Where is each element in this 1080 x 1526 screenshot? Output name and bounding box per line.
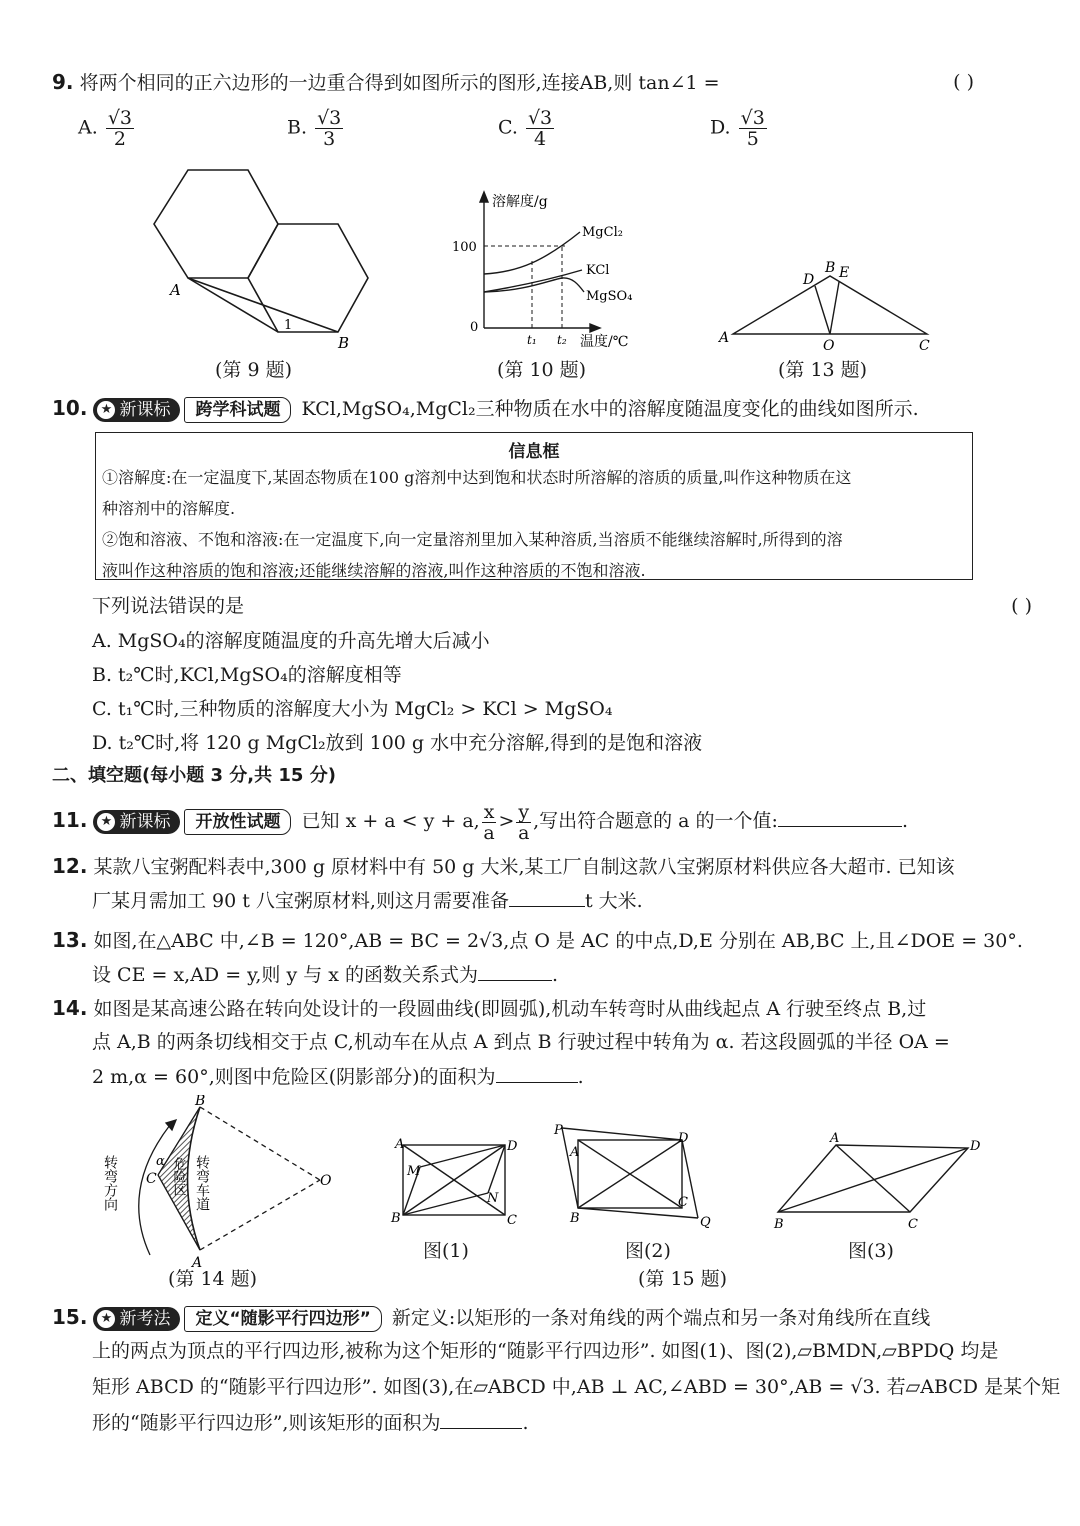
fig10-series-kcl: KCl <box>586 263 610 278</box>
fig10-tick-100: 100 <box>452 240 477 255</box>
fig10-series-mgso4: MgSO₄ <box>586 289 633 304</box>
fig14-label-c: C <box>146 1171 157 1187</box>
q9-option-d[interactable]: D. $\frac{√3}{5}$ <box>710 107 765 150</box>
q11-tag-open: 开放性试题 <box>184 809 291 835</box>
q15-line-1: 15. ★ 新考法 定义“随影平行四边形” 新定义:以矩形的一条对角线的两个端点和另一条对角线所在直线 <box>52 1303 930 1332</box>
q15-line-3: 矩形 ABCD 的“随影平行四边形”. 如图(3),在▱ABCD 中,AB ⊥ AC,∠ABD = 30°,AB = √3. 若▱ABCD 是某个矩 <box>92 1376 1061 1398</box>
svg-text:C: C <box>507 1213 517 1228</box>
q11-stem: 11. ★ 新课标 开放性试题 已知 x + a < y + a, $\frac{x}{a}$ > $\frac{y}{a}$ ,写出符合题意的 a 的一个值: . <box>52 800 908 844</box>
fig14-direction-text: 转弯方向 <box>102 1155 118 1211</box>
q9-number: 9. <box>52 70 74 94</box>
fig10-ylabel: 溶解度/g <box>492 194 548 210</box>
q9-option-a-frac: $\frac{√3}{2}$ <box>107 107 133 150</box>
fig15-caption: (第 15 题) <box>638 1268 728 1290</box>
svg-text:B: B <box>391 1211 401 1226</box>
q11-text-b: ,写出符合题意的 a 的一个值: <box>533 810 778 832</box>
fig10-solubility-chart <box>450 188 650 353</box>
svg-text:C: C <box>908 1217 918 1230</box>
q9-option-b[interactable]: B. $\frac{√3}{3}$ <box>287 107 342 150</box>
q10-question <box>92 592 1032 620</box>
q11-tag-new-curriculum: ★ 新课标 <box>93 810 180 834</box>
q10-info-box <box>95 432 973 580</box>
q15-line-2: 上的两点为顶点的平行四边形,被称为这个矩形的“随影平行四边形”. 如图(1)、图(2),▱BMDN,▱BPDQ 均是 <box>92 1340 999 1362</box>
fig10-caption: (第 10 题) <box>497 359 587 381</box>
q9-option-a[interactable]: A. $\frac{√3}{2}$ <box>78 107 133 150</box>
svg-text:A: A <box>830 1131 840 1146</box>
fig10-xlabel: 温度/℃ <box>580 334 629 350</box>
q9-option-b-frac: $\frac{√3}{3}$ <box>317 107 342 150</box>
q10-info-line-4: 液叫作这种溶质的饱和溶液;还能继续溶解的溶液,叫作这种溶质的不饱和溶液. <box>102 561 646 580</box>
q14-line-2: 点 A,B 的两条切线相交于点 C,机动车在从点 A 到点 B 行驶过程中转角为 α. 若这段圆弧的半径 OA = <box>92 1031 950 1053</box>
fig10-curve-mgcl2 <box>484 232 580 274</box>
fig14-danger-text: 危险区 <box>170 1157 186 1196</box>
q12-answer-blank[interactable] <box>509 886 585 907</box>
fig10-t1: t₁ <box>527 333 537 347</box>
fig13-label-c: C <box>919 338 930 354</box>
fig9-label-1: 1 <box>284 318 293 333</box>
q10-tag-new-curriculum: ★ 新课标 <box>93 398 180 422</box>
fig13-label-e: E <box>839 265 850 281</box>
q14-number: 14. <box>52 996 88 1020</box>
svg-text:P: P <box>554 1123 563 1138</box>
q13-answer-blank[interactable] <box>478 960 552 981</box>
svg-text:B: B <box>774 1217 784 1230</box>
q10-number: 10. <box>52 396 88 420</box>
q15-line-4: 形的“随影平行四边形”,则该矩形的面积为 . <box>92 1408 529 1437</box>
q12-number: 12. <box>52 854 88 878</box>
q10-stem <box>52 394 1032 423</box>
fig9-hexagons <box>140 165 380 355</box>
section-fill-in-title: 二、填空题(每小题 3 分,共 15 分) <box>52 765 336 786</box>
fig10-series-mgcl2: MgCl₂ <box>582 225 623 240</box>
fig10-curve-kcl <box>484 270 582 292</box>
q10-info-line-1: ①溶解度:在一定温度下,某固态物质在100 g溶剂中达到饱和状态时所溶解的溶质的质量,叫作这种物质在这 <box>102 468 852 487</box>
q10-option-b[interactable]: B. t₂℃时,KCl,MgSO₄的溶解度相等 <box>92 664 402 686</box>
fig9-label-b: B <box>338 334 350 352</box>
fig13-label-o: O <box>823 338 835 354</box>
fig14-curve-road <box>100 1095 340 1270</box>
q9-option-c-frac: $\frac{√3}{4}$ <box>527 107 553 150</box>
q10-answer-paren[interactable]: ( ) <box>1011 595 1032 617</box>
fig15-sub1: 图(1) <box>423 1240 469 1262</box>
fig13-label-b: B <box>825 260 836 276</box>
q15-tag-definition: 定义“随影平行四边形” <box>184 1306 381 1332</box>
fig9-hexagon-left <box>154 170 278 278</box>
svg-text:C: C <box>678 1195 688 1210</box>
q13-line-2: 设 CE = x,AD = y,则 y 与 x 的函数关系式为 . <box>92 960 558 989</box>
q10-info-line-3: ②饱和溶液、不饱和溶液:在一定温度下,向一定量溶剂里加入某种溶质,当溶质不能继续溶解时,所得到的溶 <box>102 530 843 549</box>
q11-frac-y-over-a: $\frac{y}{a}$ <box>518 800 530 844</box>
q10-info-line-2: 种溶剂中的溶解度. <box>102 499 236 518</box>
star-icon: ★ <box>97 813 115 831</box>
q9-option-c[interactable]: C. $\frac{√3}{4}$ <box>498 107 553 150</box>
fig15-sub3: 图(3) <box>848 1240 894 1262</box>
q10-option-a[interactable]: A. MgSO₄的溶解度随温度的升高先增大后减小 <box>92 630 490 652</box>
svg-text:M: M <box>407 1164 421 1179</box>
svg-text:Q: Q <box>700 1215 711 1230</box>
q9-answer-paren[interactable]: ( ) <box>953 71 974 93</box>
fig13-label-a: A <box>719 330 730 346</box>
q11-number: 11. <box>52 808 88 832</box>
svg-text:N: N <box>487 1191 499 1206</box>
fig14-label-a: A <box>192 1255 203 1270</box>
fig14-label-o: O <box>320 1173 332 1189</box>
fig9-label-a: A <box>170 281 181 299</box>
svg-text:D: D <box>507 1139 518 1154</box>
fig13-triangle <box>715 258 945 354</box>
q11-frac-x-over-a: $\frac{x}{a}$ <box>483 800 495 844</box>
q12-line-1: 12. 某款八宝粥配料表中,300 g 原材料中有 50 g 大米,某工厂自制这款八宝粥原材料供应各大超市. 已知该 <box>52 854 955 878</box>
fig15-diagram-1 <box>385 1130 525 1230</box>
q15-tag-new-method: ★ 新考法 <box>93 1307 180 1331</box>
svg-text:D: D <box>678 1131 689 1146</box>
q10-option-c[interactable]: C. t₁℃时,三种物质的溶解度大小为 MgCl₂ > KCl > MgSO₄ <box>92 698 613 720</box>
q13-number: 13. <box>52 928 88 952</box>
fig14-outer-arc <box>139 1125 170 1255</box>
q9-option-d-frac: $\frac{√3}{5}$ <box>740 107 765 150</box>
q10-stem-wrong: 下列说法错误的是 <box>92 595 245 617</box>
fig15-diagram-2 <box>550 1118 720 1233</box>
q11-answer-blank[interactable] <box>778 806 902 827</box>
fig10-t2: t₂ <box>557 333 567 347</box>
q14-line-3: 2 m,α = 60°,则图中危险区(阴影部分)的面积为 . <box>92 1062 584 1091</box>
fig13-label-d: D <box>803 272 815 288</box>
q14-line-1: 14. 如图是某高速公路在转向处设计的一段圆曲线(即圆弧),机动车转弯时从曲线起点 A 行驶至终点 B,过 <box>52 996 927 1020</box>
star-icon: ★ <box>97 401 115 419</box>
q15-number: 15. <box>52 1305 88 1329</box>
fig14-label-alpha: α <box>156 1154 165 1169</box>
q15-answer-blank[interactable] <box>440 1408 522 1429</box>
q10-info-title: 信息框 <box>508 442 560 462</box>
q9-stem <box>52 68 1032 97</box>
q11-text-a: 已知 x + a < y + a, <box>301 810 480 832</box>
q9-text: 将两个相同的正六边形的一边重合得到如图所示的图形,连接AB,则 tan∠1 = <box>79 72 720 94</box>
svg-text:A: A <box>395 1137 405 1152</box>
fig14-lane-text: 转弯车道 <box>194 1155 210 1211</box>
q10-tag-interdisciplinary: 跨学科试题 <box>184 397 291 423</box>
q14-answer-blank[interactable] <box>496 1062 578 1083</box>
fig9-caption: (第 9 题) <box>215 359 292 381</box>
fig14-caption: (第 14 题) <box>168 1268 258 1290</box>
svg-text:A: A <box>570 1145 580 1160</box>
svg-text:B: B <box>570 1211 580 1226</box>
fig10-origin: 0 <box>470 320 479 335</box>
star-icon: ★ <box>97 1310 115 1328</box>
q10-option-d[interactable]: D. t₂℃时,将 120 g MgCl₂放到 100 g 水中充分溶解,得到的是饱和溶液 <box>92 732 703 754</box>
fig13-caption: (第 13 题) <box>778 359 868 381</box>
fig9-hexagon-right <box>248 224 368 332</box>
fig14-label-b: B <box>195 1095 206 1109</box>
q10-text: KCl,MgSO₄,MgCl₂三种物质在水中的溶解度随温度变化的曲线如图所示. <box>301 398 919 420</box>
fig15-sub2: 图(2) <box>625 1240 671 1262</box>
q12-line-2: 厂某月需加工 90 t 八宝粥原材料,则这月需要准备 t 大米. <box>92 886 643 915</box>
q13-line-1: 13. 如图,在△ABC 中,∠B = 120°,AB = BC = 2√3,点 O 是 AC 的中点,D,E 分别在 AB,BC 上,且∠DOE = 30°. <box>52 928 1023 952</box>
svg-text:D: D <box>970 1139 981 1154</box>
fig15-diagram-3 <box>768 1130 988 1230</box>
